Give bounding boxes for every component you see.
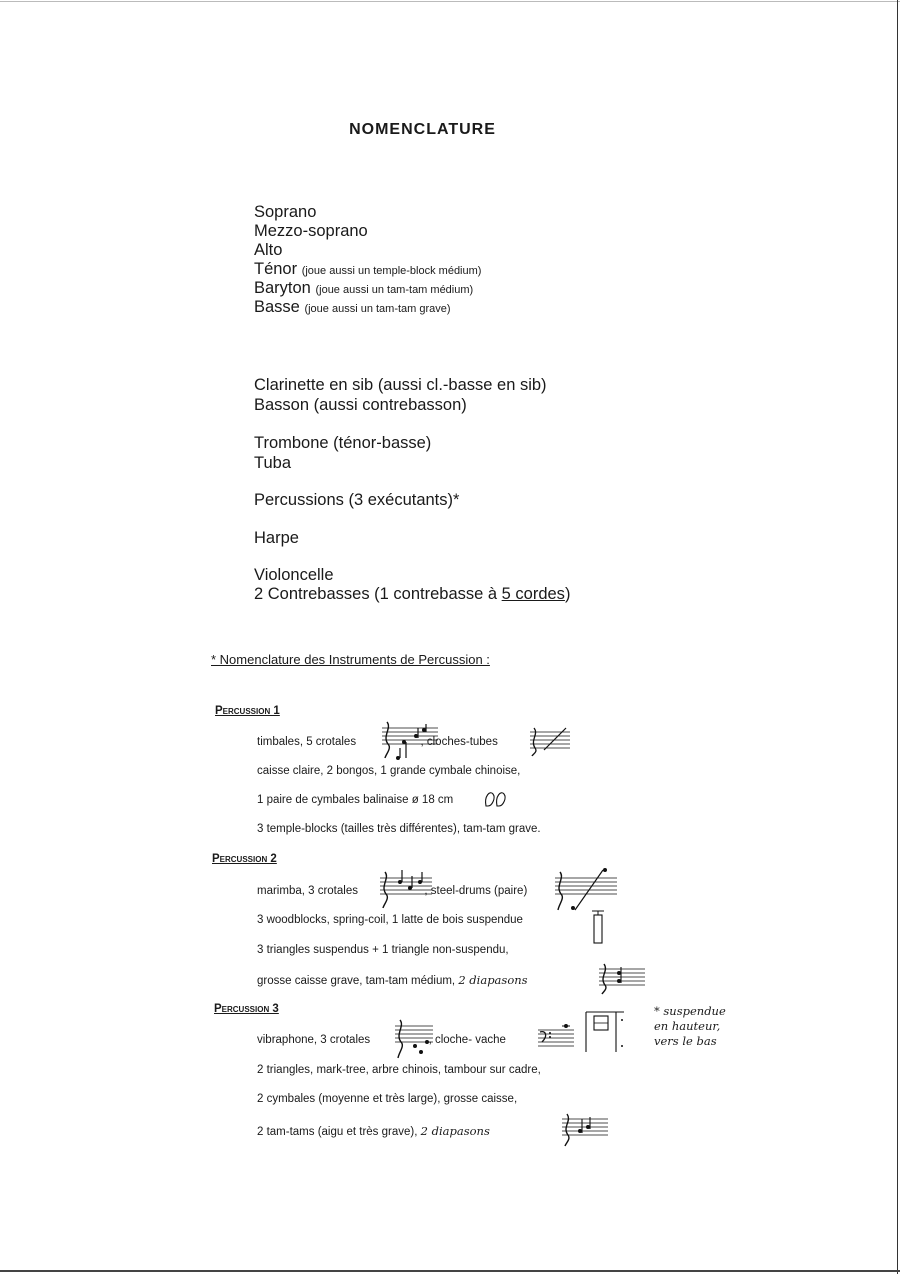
- percussion-1-line-1: [257, 736, 498, 748]
- page-top-border: [0, 1, 900, 2]
- voice-note: (joue aussi un temple-block médium): [301, 265, 482, 277]
- percussion-2-label: Percussion 2: [212, 853, 277, 865]
- voice-name: Mezzo-soprano: [254, 222, 368, 240]
- p2-diapasons: 2 diapasons: [458, 973, 528, 987]
- p2-marimba: marimba, 3 crotales: [257, 885, 358, 897]
- percussion-2-line-4: [257, 973, 528, 987]
- percussion-3-line-2: 2 triangles, mark-tree, arbre chinois, tambour sur cadre,: [257, 1064, 541, 1076]
- balinese-cymbals-sketch: [482, 788, 510, 810]
- p3-cloche-vache: , cloche- vache: [428, 1034, 506, 1046]
- percussion-1-label: Percussion 1: [215, 705, 280, 717]
- voice-name: Ténor: [254, 260, 298, 278]
- voice-alto: [254, 241, 282, 260]
- percussion-1-line-2: caisse claire, 2 bongos, 1 grande cymbale chinoise,: [257, 765, 521, 777]
- instrument-trombone: Trombone (ténor-basse): [254, 434, 432, 452]
- instrument-percussion: Percussions (3 exécutants)*: [254, 491, 460, 509]
- voice-name: Alto: [254, 241, 283, 259]
- voice-basse: [254, 298, 451, 319]
- cloches-staff: [528, 724, 573, 758]
- p3-tam-tams: 2 tam-tams (aigu et très grave),: [257, 1126, 418, 1138]
- voice-name: Soprano: [254, 203, 317, 221]
- p2-steeldrums: , steel-drums (paire): [424, 885, 528, 897]
- page-bottom-border: [0, 1270, 900, 1272]
- percussion-1-line-4: 3 temple-blocks (tailles très différentes), tam-tam grave.: [257, 823, 541, 835]
- voice-mezzo: [254, 222, 368, 241]
- p1-timbales: timbales, 5 crotales: [257, 736, 357, 748]
- voice-name: Baryton: [254, 279, 311, 297]
- voice-note: (joue aussi un tam-tam médium): [315, 284, 474, 296]
- instrument-cello: Violoncelle: [254, 566, 334, 584]
- suspension-side-note: * suspendue en hauteur, vers le bas: [654, 1004, 726, 1048]
- percussion-1-line-3: [257, 794, 453, 806]
- p1-cymbales: 1 paire de cymbales balinaise ø 18 cm: [257, 794, 454, 806]
- instrument-bassoon: Basson (aussi contrebasson): [254, 396, 467, 414]
- p2-grosse-caisse: grosse caisse grave, tam-tam médium,: [257, 975, 456, 987]
- page-title: NOMENCLATURE: [349, 121, 496, 138]
- suspended-slat-sketch: [590, 909, 606, 945]
- percussion-3-label: Percussion 3: [214, 1003, 279, 1015]
- voice-baryton: [254, 279, 473, 300]
- instrument-harp: Harpe: [254, 529, 299, 547]
- percussion-2-line-2: 3 woodblocks, spring-coil, 1 latte de bois suspendue: [257, 914, 523, 926]
- percussion-2-line-3: 3 triangles suspendus + 1 triangle non-suspendu,: [257, 944, 509, 956]
- p3-diapasons: 2 diapasons: [420, 1124, 490, 1138]
- diapasons-staff-2: [597, 961, 647, 995]
- voice-note: (joue aussi un tam-tam grave): [304, 303, 451, 315]
- crotales-staff-1: [380, 718, 440, 764]
- percussion-3-line-1: [257, 1034, 506, 1046]
- p3-vibraphone: vibraphone, 3 crotales: [257, 1034, 371, 1046]
- diapasons-staff-3: [560, 1111, 610, 1147]
- voice-name: Basse: [254, 298, 300, 316]
- percussion-3-line-4: [257, 1124, 490, 1138]
- crotales-staff-3: [393, 1016, 435, 1060]
- instrument-clarinet: Clarinette en sib (aussi cl.-basse en sib): [254, 376, 547, 394]
- page-right-border: [897, 0, 898, 1274]
- voice-tenor: [254, 260, 481, 281]
- contrebasses-strings: 5 cordes: [501, 585, 565, 603]
- contrebasses-prefix: 2 Contrebasses (1 contrebasse à: [254, 585, 502, 603]
- instrument-tuba: Tuba: [254, 454, 291, 472]
- percussion-heading: * Nomenclature des Instruments de Percussion :: [211, 652, 490, 667]
- steel-drums-staff: [553, 866, 619, 914]
- percussion-3-line-3: 2 cymbales (moyenne et très large), grosse caisse,: [257, 1093, 518, 1105]
- contrebasses-suffix: ): [564, 585, 571, 603]
- cowbell-staff: [536, 1022, 576, 1052]
- voice-soprano: [254, 203, 316, 222]
- suspended-cowbell-sketch: [584, 1010, 628, 1054]
- crotales-staff-2: [378, 868, 434, 910]
- instrument-contrebasses: [254, 585, 570, 604]
- p1-cloches: , cloches-tubes: [420, 736, 498, 748]
